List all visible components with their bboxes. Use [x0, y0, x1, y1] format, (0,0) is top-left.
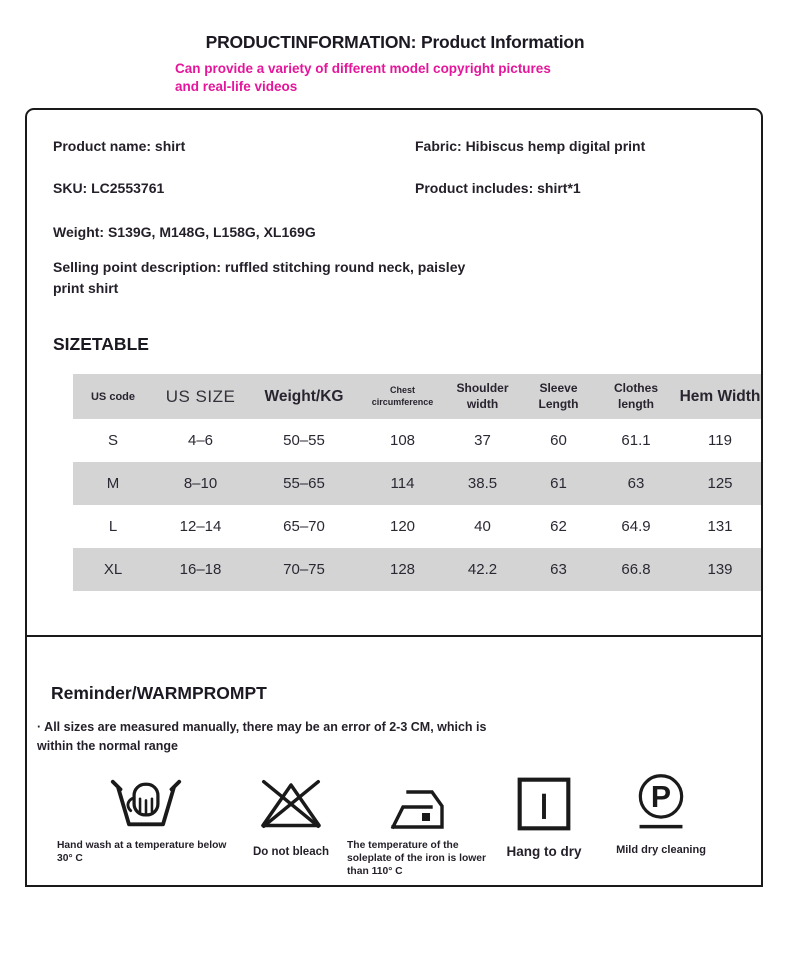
cell: 55–65 — [283, 475, 325, 493]
cell: XL — [103, 561, 123, 579]
column-header-clothes: Clothes length — [613, 380, 658, 411]
cell: 125 — [707, 475, 733, 493]
do-not-bleach-icon — [239, 771, 343, 833]
cell: 61.1 — [621, 432, 651, 450]
cell: 42.2 — [467, 561, 498, 579]
product-selling-point-label: Selling point description: ruffled stitching round neck, paisley print shirt — [53, 259, 466, 296]
size-table-heading: SIZETABLE — [53, 334, 149, 355]
cell: 8–10 — [183, 475, 218, 493]
hang-to-dry-icon — [491, 771, 597, 833]
page-title: PRODUCTINFORMATION: Product Information — [205, 32, 585, 52]
cell: 37 — [474, 432, 491, 450]
cell: 131 — [707, 518, 733, 536]
column-header-hem: Hem Width — [679, 387, 761, 405]
cell: 63 — [550, 561, 567, 579]
cell: 66.8 — [621, 561, 651, 579]
mild-dry-cleaning-icon — [601, 771, 721, 833]
column-header-us-code: US code — [90, 390, 135, 403]
iron-low-temperature-icon — [347, 771, 487, 833]
cell: M — [106, 475, 120, 493]
cell: 120 — [389, 518, 416, 536]
cell: 128 — [389, 561, 416, 579]
cell: L — [108, 518, 118, 536]
reminder-note: · All sizes are measured manually, there may be an error of 2-3 CM, which is within the normal range — [37, 720, 487, 753]
care-item-hang-to-dry — [491, 771, 597, 861]
reminder-panel — [25, 637, 763, 887]
care-item-do-not-bleach — [239, 771, 343, 860]
care-item-iron-low-temperature — [347, 771, 487, 879]
cell: 4–6 — [187, 432, 214, 450]
cell: 16–18 — [179, 561, 222, 579]
care-label: Hang to dry — [506, 843, 582, 859]
care-item-hand-wash — [57, 771, 235, 866]
column-header-chest: Chest circumference — [371, 384, 434, 407]
product-spec-grid — [53, 138, 761, 196]
product-name-label: Product name: shirt — [53, 138, 186, 155]
product-sku-label: SKU: LC2553761 — [53, 180, 165, 197]
cell: 108 — [389, 432, 416, 450]
column-header-us-size: US SIZE — [165, 386, 236, 406]
size-table — [73, 374, 763, 591]
cell: 60 — [550, 432, 567, 450]
table-row-size-s — [73, 419, 763, 462]
care-instructions-row — [27, 771, 761, 879]
hand-wash-icon — [57, 771, 235, 833]
cell: 12–14 — [179, 518, 222, 536]
table-row-size-l — [73, 505, 763, 548]
cell: 50–55 — [283, 432, 325, 450]
cell: 114 — [390, 475, 415, 493]
svg-text:P: P — [650, 780, 672, 814]
product-details-panel — [25, 108, 763, 637]
product-fabric-label: Fabric: Hibiscus hemp digital print — [415, 138, 646, 155]
cell: 119 — [708, 432, 732, 450]
cell: 38.5 — [467, 475, 498, 493]
cell: 139 — [707, 561, 733, 579]
size-table-header-row — [73, 374, 763, 419]
cell: 63 — [627, 475, 645, 493]
product-includes-label: Product includes: shirt*1 — [415, 180, 581, 197]
product-information-sheet — [0, 32, 790, 887]
cell: 62 — [550, 518, 567, 536]
product-weight-label: Weight: S139G, M148G, L158G, XL169G — [53, 224, 316, 241]
care-label: Mild dry cleaning — [616, 843, 706, 856]
care-label: The temperature of the soleplate of the iron is lower than 110° C — [347, 839, 487, 878]
care-label: Do not bleach — [252, 845, 330, 858]
reminder-heading: Reminder/WARMPROMPT — [51, 683, 267, 704]
column-header-sleeve: Sleeve Length — [538, 380, 579, 411]
column-header-shoulder: Shoulder width — [456, 380, 509, 411]
care-item-mild-dry-cleaning — [601, 771, 721, 857]
table-row-size-xl — [73, 548, 763, 591]
table-row-size-m — [73, 462, 763, 505]
page-subtitle: Can provide a variety of different model copyright pictures and real-life videos — [175, 61, 551, 95]
cell: 61 — [550, 475, 567, 493]
cell: 65–70 — [283, 518, 325, 536]
cell: 64.9 — [621, 518, 651, 536]
cell: S — [107, 432, 118, 450]
care-label: Hand wash at a temperature below 30° C — [57, 839, 227, 865]
cell: 40 — [474, 518, 491, 536]
cell: 70–75 — [283, 561, 325, 579]
column-header-weight: Weight/KG — [264, 387, 344, 405]
